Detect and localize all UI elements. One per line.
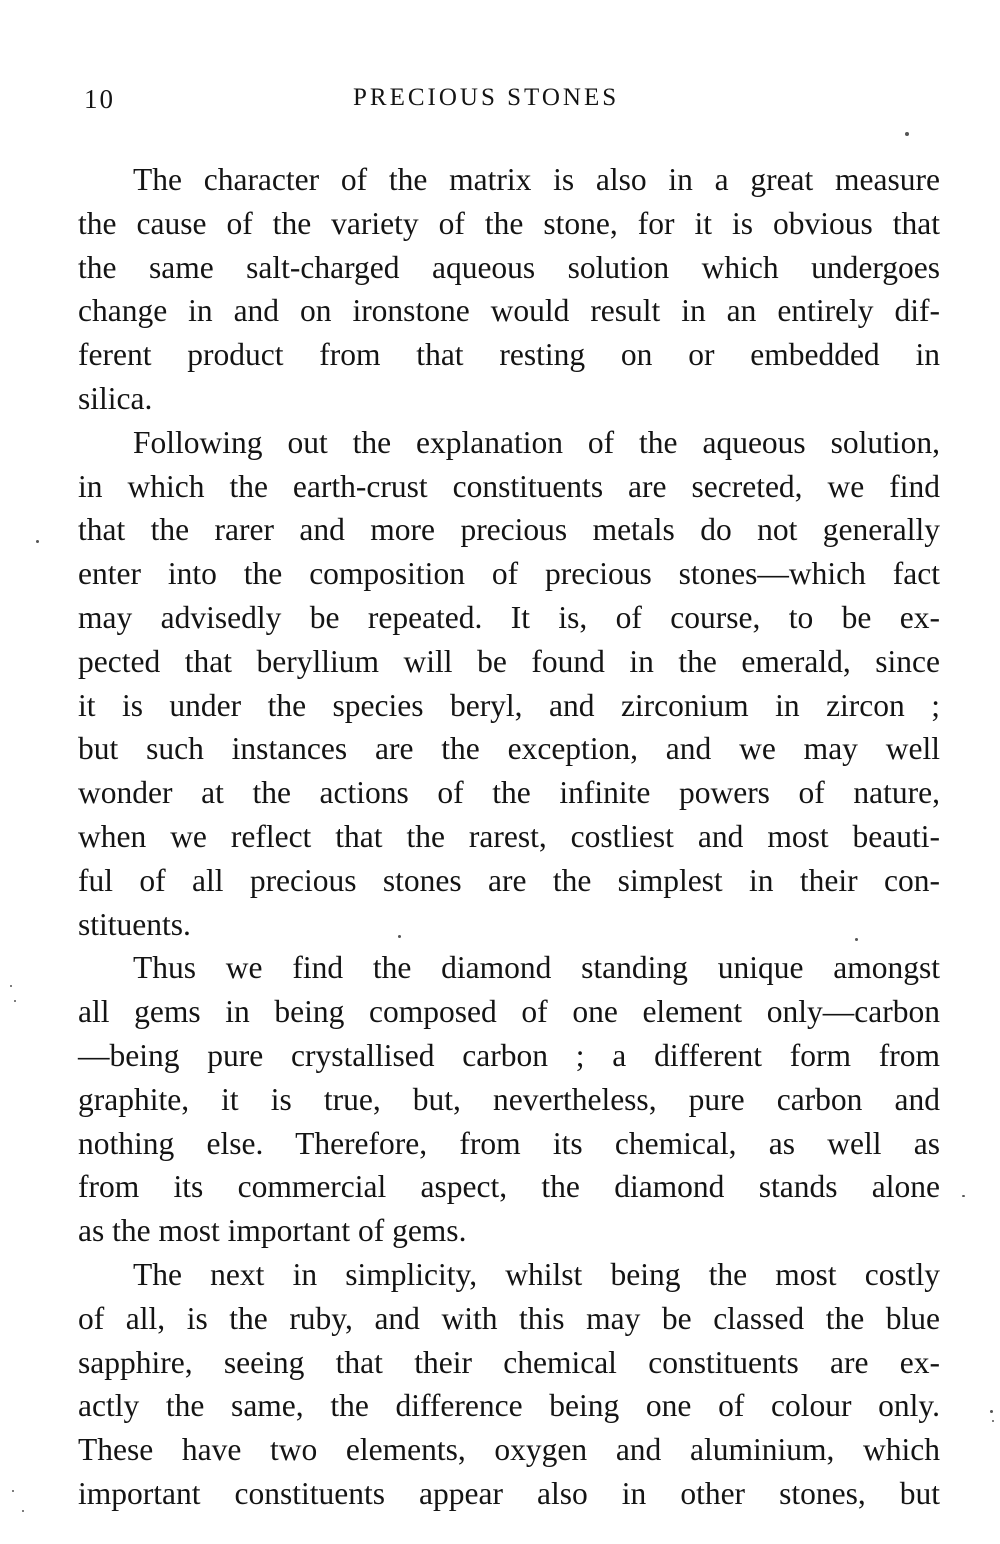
text-line: The next in simplicity, whilst being the most costly — [133, 1256, 940, 1292]
text-line: it is under the species beryl, and zirconium in zircon ; — [78, 687, 940, 723]
text-line: wonder at the actions of the infinite powers of nature, — [78, 775, 940, 811]
text-line: the cause of the variety of the stone, for it is obvious that — [78, 205, 940, 241]
text-line: the same salt-charged aqueous solution which undergoes — [78, 249, 940, 285]
text-line: of all, is the ruby, and with this may be classed the blue — [78, 1300, 940, 1336]
scan-speck — [36, 540, 39, 543]
text-line: may advisedly be repeated. It is, of course, to be ex- — [78, 599, 940, 635]
running-title: PRECIOUS STONES — [353, 84, 620, 111]
text-line: pected that beryllium will be found in the emerald, since — [78, 643, 940, 679]
text-line: as the most important of gems. — [78, 1213, 467, 1249]
text-line: silica. — [78, 380, 153, 416]
scan-speck — [962, 1195, 965, 1197]
scan-speck — [12, 1490, 14, 1492]
scan-speck — [990, 1410, 993, 1413]
text-line: These have two elements, oxygen and aluminium, which — [78, 1432, 940, 1468]
text-line: from its commercial aspect, the diamond stands alone — [78, 1169, 940, 1205]
scan-speck — [992, 1420, 994, 1422]
text-line: Thus we find the diamond standing unique amongst — [133, 950, 940, 986]
text-line: enter into the composition of precious stones—which fact — [78, 556, 940, 592]
scan-speck — [14, 1000, 16, 1002]
text-line: ferent product from that resting on or embedded in — [78, 337, 940, 373]
text-line: ful of all precious stones are the simplest in their con- — [78, 862, 940, 898]
text-line: that the rarer and more precious metals do not generally — [78, 512, 940, 548]
scan-speck — [855, 938, 858, 941]
text-line: important constituents appear also in other stones, but — [78, 1475, 940, 1511]
text-line: all gems in being composed of one element only—carbon — [78, 994, 940, 1030]
text-line: when we reflect that the rarest, costliest and most beauti- — [78, 818, 940, 854]
text-line: nothing else. Therefore, from its chemical, as well as — [78, 1125, 940, 1161]
page-number: 10 — [84, 84, 115, 114]
text-line: in which the earth-crust constituents are secreted, we find — [78, 468, 940, 504]
text-line: graphite, it is true, but, nevertheless, pure carbon and — [78, 1081, 940, 1117]
paragraph-3 — [78, 946, 940, 1253]
paragraph-1 — [78, 158, 940, 421]
paragraph-2 — [78, 421, 940, 947]
paragraph-4 — [78, 1253, 940, 1516]
text-line: —being pure crystallised carbon ; a different form from — [78, 1037, 940, 1073]
page-header — [78, 84, 938, 124]
scan-speck — [398, 935, 401, 938]
text-line: The character of the matrix is also in a great measure — [133, 162, 940, 197]
text-line: but such instances are the exception, and we may well — [78, 731, 940, 767]
scan-speck — [22, 1510, 24, 1512]
text-line: sapphire, seeing that their chemical constituents are ex- — [78, 1344, 940, 1380]
text-line: actly the same, the difference being one of colour only. — [78, 1388, 940, 1424]
scan-speck — [10, 985, 12, 987]
text-line: change in and on ironstone would result in an entirely dif- — [78, 293, 940, 329]
text-line: Following out the explanation of the aqueous solution, — [133, 424, 940, 460]
scan-speck — [905, 132, 909, 136]
body-text — [78, 158, 940, 1516]
text-line: stituents. — [78, 906, 191, 942]
